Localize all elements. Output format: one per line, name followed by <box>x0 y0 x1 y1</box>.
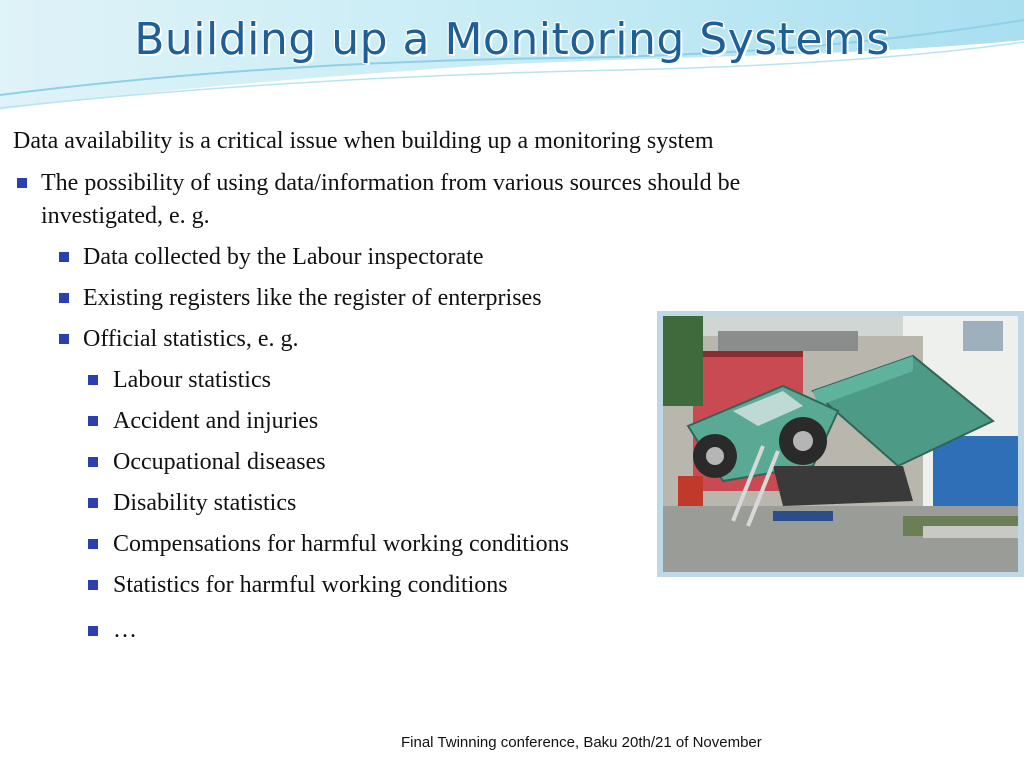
bullet-square-icon <box>59 293 69 303</box>
level3-item: Labour statistics <box>113 367 271 393</box>
level1-line1: The possibility of using data/information from various sources should be <box>41 170 741 196</box>
level3-item: Statistics for harmful working conditions <box>113 572 508 598</box>
bullet-square-icon <box>59 334 69 344</box>
level3-item: … <box>113 617 137 643</box>
slide-footer: Final Twinning conference, Baku 20th/21 of November <box>401 734 762 751</box>
level1-line2: investigated, e. g. <box>41 203 210 229</box>
bullet-square-icon <box>88 626 98 636</box>
bullet-square-icon <box>17 178 27 188</box>
bullet-square-icon <box>88 457 98 467</box>
intro-text: Data availability is a critical issue when building up a monitoring system <box>13 128 714 154</box>
bullet-square-icon <box>88 580 98 590</box>
level3-item: Compensations for harmful working conditions <box>113 531 569 557</box>
level3-item: Occupational diseases <box>113 449 326 475</box>
level2-item: Official statistics, e. g. <box>83 326 299 352</box>
level3-item: Accident and injuries <box>113 408 319 434</box>
bullet-square-icon <box>88 375 98 385</box>
accident-photo <box>657 311 1024 577</box>
level3-item: Disability statistics <box>113 490 297 516</box>
bullet-square-icon <box>88 416 98 426</box>
bullet-square-icon <box>88 539 98 549</box>
truck-jack-illustration <box>663 316 1018 572</box>
level2-item: Existing registers like the register of enterprises <box>83 285 542 311</box>
level2-item: Data collected by the Labour inspectorate <box>83 244 484 270</box>
bullet-square-icon <box>59 252 69 262</box>
bullet-square-icon <box>88 498 98 508</box>
slide-title: Building up a Monitoring Systems <box>134 14 890 65</box>
